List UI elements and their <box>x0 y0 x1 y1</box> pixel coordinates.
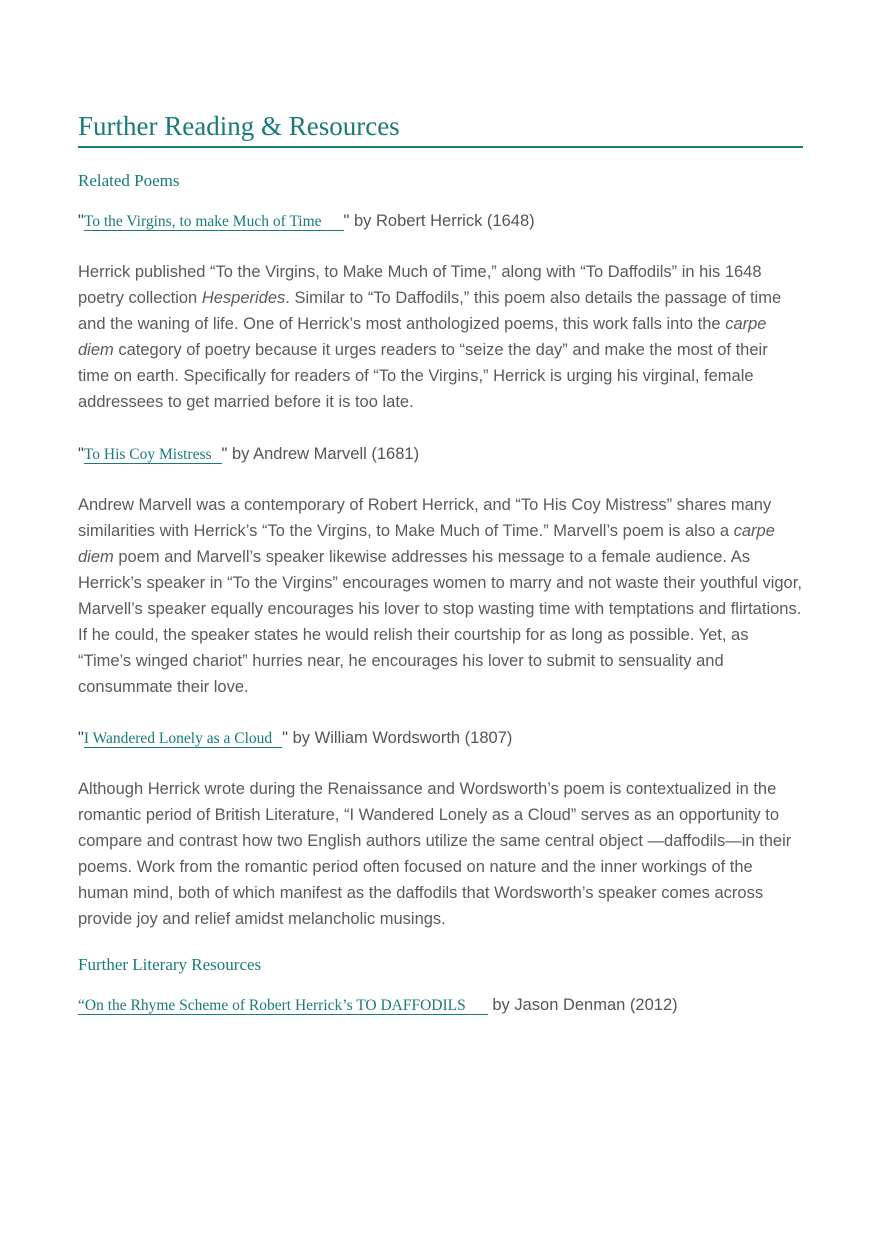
resource-entry <box>78 995 678 1016</box>
close-quote: " <box>343 212 350 230</box>
resource-byline: by Jason Denman (2012) <box>492 996 678 1014</box>
paragraph-text: category of poetry because it urges readers to “seize the day” and make the most of their time on earth. Specifically for readers of “To the Virgins,” Herrick is urging his virginal, female addressees to get married before it is too late. <box>78 341 768 411</box>
page-title: Further Reading & Resources <box>78 110 803 148</box>
open-quote: " <box>78 445 84 463</box>
poem-entry-2 <box>78 444 419 465</box>
poem-byline: by Andrew Marvell (1681) <box>231 445 420 463</box>
resource-link-rhyme-scheme[interactable]: “On the Rhyme Scheme of Robert Herrick’s TO DAFFODILS <box>78 997 488 1015</box>
italic-term: carpe diem <box>78 315 767 359</box>
poem-link-to-his-coy-mistress[interactable]: To His Coy Mistress <box>84 446 222 464</box>
paragraph-text: Andrew Marvell was a contemporary of Robert Herrick, and “To His Coy Mistress” shares many similarities with Herrick’s “To the Virgins, to Make Much of Time.” Marvell’s poem is also a <box>78 496 772 540</box>
close-quote: " <box>282 729 289 747</box>
italic-term: carpe diem <box>78 522 775 566</box>
paragraph-text: . Similar to “To Daffodils,” this poem also details the passage of time and the waning of life. One of Herrick’s most anthologized poems, this work falls into the <box>78 289 782 333</box>
further-resources-heading: Further Literary Resources <box>78 955 262 974</box>
paragraph-marvell <box>78 492 803 700</box>
paragraph-text: poem and Marvell’s speaker likewise addresses his message to a female audience. As Herrick’s speaker in “To the Virgins” encourages women to marry and not waste their youthful vigor, Marvell’s speaker equally encourages his lover to stop wasting time with temptations and flirtations. If he could, the speaker states he would relish their courtship for as long as possible. Yet, as “Time’s winged chariot” hurries near, he encourages his lover to submit to sensuality and consummate their love. <box>78 548 802 696</box>
open-quote: " <box>78 212 84 230</box>
paragraph-text: Herrick published “To the Virgins, to Make Much of Time,” along with “To Daffodils” in his 1648 poetry collection <box>78 263 762 307</box>
poem-byline: by William Wordsworth (1807) <box>292 729 513 747</box>
poem-link-i-wandered-lonely[interactable]: I Wandered Lonely as a Cloud <box>84 730 282 748</box>
poem-entry-1 <box>78 211 535 232</box>
poem-link-to-the-virgins[interactable]: To the Virgins, to make Much of Time <box>84 213 344 231</box>
open-quote: " <box>78 729 84 747</box>
italic-title: Hesperides <box>201 289 286 307</box>
related-poems-heading: Related Poems <box>78 171 180 190</box>
paragraph-herrick <box>78 259 803 415</box>
poem-byline: by Robert Herrick (1648) <box>353 212 535 230</box>
close-quote: " <box>221 445 228 463</box>
paragraph-wordsworth: Although Herrick wrote during the Renaissance and Wordsworth’s poem is contextualized in the romantic period of British Literature, “I Wandered Lonely as a Cloud” serves as an opportunity to compare and contrast how two English authors utilize the same central object —daffodils—in their poems. Work from the romantic period often focused on nature and the inner workings of the human mind, both of which manifest as the daffodils that Wordsworth’s speaker comes across provide joy and relief amidst melancholic musings. <box>78 780 792 928</box>
poem-entry-3 <box>78 728 512 749</box>
